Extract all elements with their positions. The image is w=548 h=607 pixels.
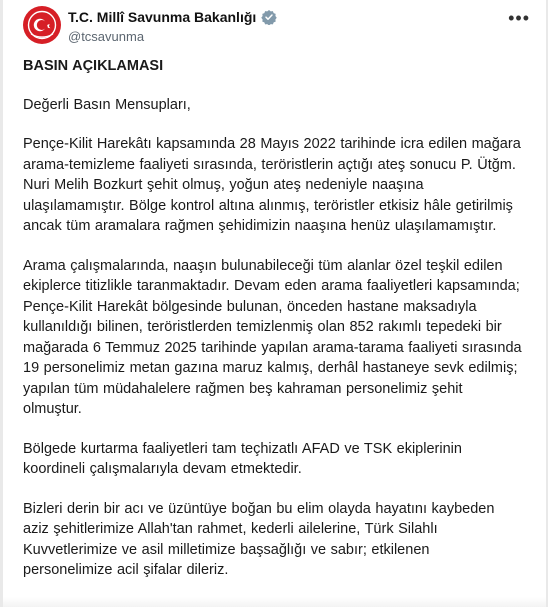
paragraph-rescue-status: Bölgede kurtarma faaliyetleri tam teçhizatlı AFAD ve TSK ekiplerinin koordineli çalışmalarıyla devam etmektedir. bbox=[23, 440, 462, 477]
paragraph-incident-2022: Pençe-Kilit Harekâtı kapsamında 28 Mayıs 2022 tarihinde icra edilen mağara arama-temizleme faaliyeti sırasında, teröristlerin açtığı ateş sonucu P. Ütğm. Nuri Melih Bozkurt şehit olmuş, yoğun ateş nedeniyle naaşına ulaşılamamıştır. Bölge kontrol altına alınmış, teröristler etkisiz hâle getirilmiş ancak tüm aramalara rağmen şehidimizin naaşına henüz ulaşılamamıştır. bbox=[23, 136, 521, 234]
post-card bbox=[3, 0, 546, 607]
bottom-fade bbox=[3, 597, 546, 607]
account-handle[interactable]: @tcsavunma bbox=[68, 29, 145, 44]
press-release-title: BASIN AÇIKLAMASI bbox=[23, 58, 164, 74]
post-header bbox=[23, 6, 536, 46]
display-name[interactable]: T.C. Millî Savunma Bakanlığı bbox=[68, 8, 257, 25]
ministry-emblem-icon bbox=[23, 6, 61, 44]
account-names bbox=[68, 8, 277, 44]
verified-badge-icon bbox=[261, 9, 277, 25]
paragraph-search-operations: Arama çalışmalarında, naaşın bulunabileceği tüm alanlar özel teşkil edilen ekiplerce titizlikle taranmaktadır. Devam eden arama faaliyetleri kapsamında; Pençe-Kilit Harekât bölgesinde bulunan, önceden hastane maksadıyla kullanıldığı bilinen, teröristlerden temizlenmiş olan 852 rakımlı tepedeki bir mağarada 6 Temmuz 2025 tarihinde yapılan arama-tarama faaliyeti sırasında 19 personelimiz metan gazına maruz kalmış, derhâl hastaneye sevk edilmiş; yapılan tüm müdahalelere rağmen beş kahraman personelimiz şehit olmuştur. bbox=[23, 257, 522, 417]
paragraph-condolences: Bizleri derin bir acı ve üzüntüye boğan bu elim olayda hayatını kaybeden aziz şehitlerimize Allah'tan rahmet, kederli ailelerine, Türk Silahlı Kuvvetlerimize ve asil milletimize başsağlığı ve sabır; etkilenen personelimize acil şifalar dileriz. bbox=[23, 500, 495, 578]
more-horizontal-icon[interactable]: ••• bbox=[508, 8, 530, 28]
paragraph-greeting: Değerli Basın Mensupları, bbox=[23, 96, 191, 113]
avatar[interactable] bbox=[23, 6, 61, 44]
post-body bbox=[23, 56, 523, 600]
